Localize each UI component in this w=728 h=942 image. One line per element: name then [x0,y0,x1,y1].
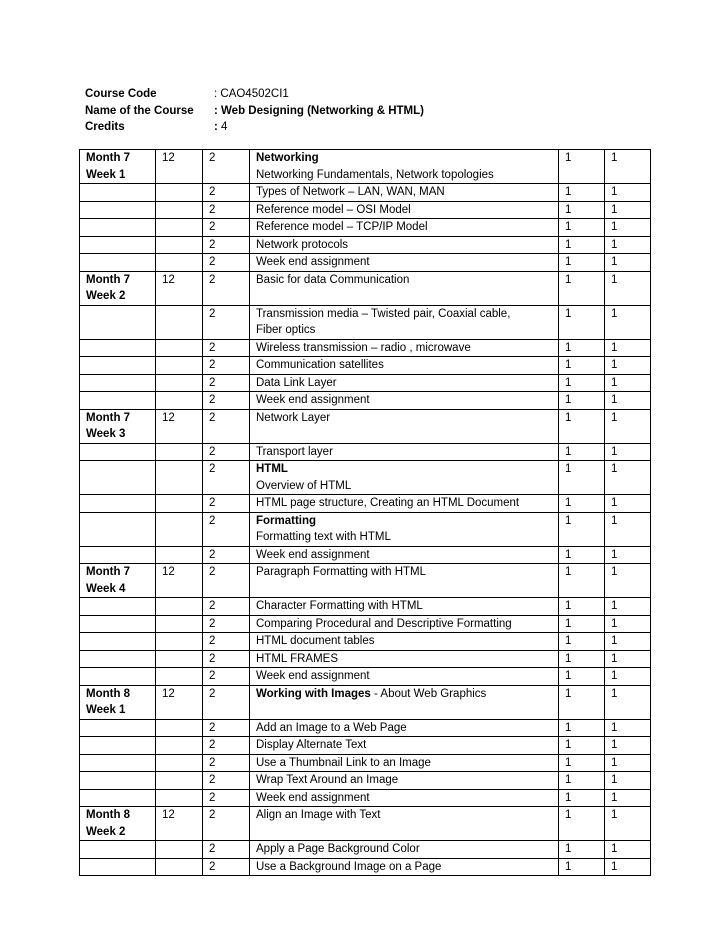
hours-cell [156,184,203,202]
value-cell: 1 [605,650,651,668]
hours-cell [156,668,203,686]
topic-cell [250,254,559,272]
topic-line: Character Formatting with HTML [256,600,423,612]
topic-cell [250,598,559,616]
topic-cell [250,219,559,237]
topic-cell [250,495,559,513]
topic-cell [250,737,559,755]
periods-cell: 2 [203,772,250,790]
topic-line: Use a Thumbnail Link to an Image [256,756,431,769]
topic-cell [250,150,559,184]
topic-line: Transmission media – Twisted pair, Coaxial cable, [256,307,511,320]
credits-row [85,119,424,136]
course-name-label: Name of the Course [85,104,194,117]
value-cell: 1 [559,339,605,357]
value-cell: 1 [559,184,605,202]
table-row [80,858,651,876]
week-cell [80,789,156,807]
table-row [80,201,651,219]
topic-line: Week end assignment [256,256,370,268]
topic-line: Wrap Text Around an Image [256,774,399,786]
periods-cell: 2 [203,409,250,443]
hours-cell [156,392,203,410]
value-cell: 1 [559,615,605,633]
value-cell: 1 [605,807,651,841]
hours-cell [156,737,203,755]
table-row [80,254,651,272]
topic-cell [250,409,559,443]
topic-cell [250,564,559,598]
topic-cell [250,789,559,807]
topic-line: Align an Image with Text [256,809,381,821]
value-cell: 1 [605,754,651,772]
topic-line: Formatting [256,514,317,527]
periods-cell: 2 [203,305,250,339]
value-cell: 1 [605,841,651,859]
value-cell: 1 [559,858,605,876]
periods-cell: 2 [203,339,250,357]
value-cell: 1 [559,807,605,841]
credits-label: Credits [85,121,125,133]
week-cell [80,841,156,859]
topic-line: Formatting text with HTML [256,531,391,543]
periods-cell: 2 [203,719,250,737]
value-cell: 1 [559,650,605,668]
value-cell: 1 [605,461,651,495]
topic-line: Week end assignment [256,394,370,406]
table-row [80,495,651,513]
table-row [80,392,651,410]
hours-cell [156,512,203,546]
topic-cell [250,443,559,461]
value-cell: 1 [559,564,605,598]
week-cell [80,546,156,564]
hours-cell [156,495,203,513]
table-row [80,374,651,392]
topic-cell [250,236,559,254]
table-row [80,339,651,357]
topic-cell [250,374,559,392]
hours-cell [156,374,203,392]
value-cell: 1 [605,685,651,719]
value-cell: 1 [605,564,651,598]
course-name-value: : Web Designing (Networking & HTML) [214,104,424,117]
table-row [80,598,651,616]
value-cell: 1 [559,201,605,219]
periods-cell: 2 [203,737,250,755]
periods-cell: 2 [203,254,250,272]
hours-cell [156,719,203,737]
topic-line: Reference model – OSI Model [256,203,411,216]
credits-value: : 4 [214,121,228,133]
table-row [80,271,651,305]
periods-cell: 2 [203,807,250,841]
week-cell [80,615,156,633]
topic-line: Working with Images - About Web Graphics [256,687,487,700]
topic-cell [250,461,559,495]
table-row [80,719,651,737]
schedule-body [80,150,651,876]
hours-cell [156,339,203,357]
value-cell: 1 [605,271,651,305]
periods-cell: 2 [203,219,250,237]
topic-cell [250,392,559,410]
table-row [80,789,651,807]
value-cell: 1 [559,841,605,859]
hours-cell [156,650,203,668]
periods-cell: 2 [203,650,250,668]
value-cell: 1 [605,409,651,443]
topic-cell [250,719,559,737]
value-cell: 1 [605,598,651,616]
table-row [80,409,651,443]
table-row [80,512,651,546]
topic-cell [250,650,559,668]
value-cell: 1 [605,236,651,254]
topic-cell [250,685,559,719]
topic-cell [250,633,559,651]
periods-cell: 2 [203,150,250,184]
week-cell [80,754,156,772]
value-cell: 1 [559,789,605,807]
value-cell: 1 [559,512,605,546]
topic-line: Networking Fundamentals, Network topologies [256,168,494,181]
topic-line: Display Alternate Text [256,739,367,751]
value-cell: 1 [559,443,605,461]
topic-line: Reference model – TCP/IP Model [256,221,428,233]
topic-cell [250,271,559,305]
table-row [80,184,651,202]
value-cell: 1 [605,339,651,357]
topic-cell [250,305,559,339]
value-cell: 1 [559,737,605,755]
value-cell: 1 [559,219,605,237]
topic-line: Networking [256,152,319,164]
periods-cell: 2 [203,546,250,564]
value-cell: 1 [605,737,651,755]
hours-cell [156,254,203,272]
table-row [80,841,651,859]
week-cell [80,772,156,790]
value-cell: 1 [559,374,605,392]
hours-cell: 12 [156,409,203,443]
value-cell: 1 [605,443,651,461]
value-cell: 1 [559,461,605,495]
hours-cell [156,772,203,790]
table-row [80,443,651,461]
value-cell: 1 [559,271,605,305]
periods-cell: 2 [203,461,250,495]
topic-line: HTML FRAMES [256,652,338,665]
periods-cell: 2 [203,789,250,807]
table-row [80,685,651,719]
periods-cell: 2 [203,184,250,202]
value-cell: 1 [605,357,651,375]
week-cell [80,392,156,410]
value-cell: 1 [559,668,605,686]
value-cell: 1 [605,201,651,219]
week-cell: Month 8 Week 1 [80,685,156,719]
table-row [80,305,651,339]
table-row [80,219,651,237]
table-row [80,772,651,790]
periods-cell: 2 [203,598,250,616]
topic-cell [250,546,559,564]
hours-cell [156,305,203,339]
week-cell [80,737,156,755]
hours-cell: 12 [156,807,203,841]
week-cell: Month 7 Week 2 [80,271,156,305]
week-cell [80,374,156,392]
topic-line: Week end assignment [256,791,370,804]
value-cell: 1 [559,546,605,564]
topic-line: Apply a Page Background Color [256,843,420,855]
hours-cell [156,546,203,564]
topic-line: Add an Image to a Web Page [256,721,407,734]
value-cell: 1 [559,305,605,339]
value-cell: 1 [559,633,605,651]
table-row [80,615,651,633]
week-cell [80,668,156,686]
topic-cell [250,512,559,546]
value-cell: 1 [605,495,651,513]
table-row [80,357,651,375]
topic-line: Week end assignment [256,548,370,561]
week-cell [80,443,156,461]
value-cell: 1 [605,392,651,410]
periods-cell: 2 [203,271,250,305]
week-cell [80,305,156,339]
hours-cell [156,201,203,219]
hours-cell [156,754,203,772]
value-cell: 1 [559,357,605,375]
periods-cell: 2 [203,615,250,633]
topic-cell [250,201,559,219]
value-cell: 1 [605,668,651,686]
topic-cell [250,357,559,375]
topic-cell [250,858,559,876]
periods-cell: 2 [203,564,250,598]
topic-cell [250,339,559,357]
hours-cell [156,858,203,876]
value-cell: 1 [605,772,651,790]
week-cell [80,512,156,546]
value-cell: 1 [605,615,651,633]
week-cell [80,184,156,202]
week-cell: Month 8 Week 2 [80,807,156,841]
topic-line: Overview of HTML [256,479,352,492]
hours-cell [156,633,203,651]
topic-line: HTML page structure, Creating an HTML Document [256,497,520,509]
value-cell: 1 [559,495,605,513]
week-cell [80,236,156,254]
periods-cell: 2 [203,841,250,859]
topic-line: HTML [256,463,288,475]
value-cell: 1 [559,409,605,443]
value-cell: 1 [605,219,651,237]
value-cell: 1 [559,719,605,737]
periods-cell: 2 [203,633,250,651]
topic-line: Week end assignment [256,670,370,682]
value-cell: 1 [605,789,651,807]
periods-cell: 2 [203,392,250,410]
week-cell [80,461,156,495]
topic-cell [250,772,559,790]
topic-line: Types of Network – LAN, WAN, MAN [256,186,445,198]
table-row [80,754,651,772]
hours-cell [156,615,203,633]
hours-cell [156,461,203,495]
table-row [80,668,651,686]
periods-cell: 2 [203,685,250,719]
hours-cell [156,236,203,254]
week-cell [80,495,156,513]
periods-cell: 2 [203,858,250,876]
topic-line: Basic for data Communication [256,273,410,286]
value-cell: 1 [605,633,651,651]
periods-cell: 2 [203,754,250,772]
table-row [80,807,651,841]
value-cell: 1 [605,150,651,184]
value-cell: 1 [559,772,605,790]
topic-cell [250,807,559,841]
schedule-table [79,149,651,876]
week-cell [80,201,156,219]
week-cell [80,357,156,375]
week-cell: Month 7 Week 4 [80,564,156,598]
hours-cell [156,357,203,375]
course-code-label: Course Code [85,88,157,100]
value-cell: 1 [559,392,605,410]
topic-line: Network Layer [256,411,331,424]
topic-line: Data Link Layer [256,376,337,389]
week-cell [80,719,156,737]
topic-line: Transport layer [256,445,333,458]
topic-line: Wireless transmission – radio , microwave [256,341,471,354]
value-cell: 1 [605,305,651,339]
value-cell: 1 [559,754,605,772]
periods-cell: 2 [203,374,250,392]
table-row [80,236,651,254]
value-cell: 1 [605,254,651,272]
value-cell: 1 [559,685,605,719]
hours-cell: 12 [156,150,203,184]
value-cell: 1 [559,236,605,254]
week-cell: Month 7 Week 1 [80,150,156,184]
hours-cell [156,789,203,807]
table-row [80,633,651,651]
value-cell: 1 [605,719,651,737]
table-row [80,650,651,668]
topic-cell [250,615,559,633]
hours-cell [156,219,203,237]
periods-cell: 2 [203,495,250,513]
week-cell [80,598,156,616]
week-cell [80,650,156,668]
topic-line: Comparing Procedural and Descriptive Formatting [256,617,512,630]
week-cell: Month 7 Week 3 [80,409,156,443]
topic-line: HTML document tables [256,635,375,647]
table-row [80,564,651,598]
hours-cell: 12 [156,564,203,598]
periods-cell: 2 [203,236,250,254]
value-cell: 1 [605,184,651,202]
value-cell: 1 [605,546,651,564]
week-cell [80,633,156,651]
course-code-value: : CAO4502CI1 [214,88,289,100]
periods-cell: 2 [203,668,250,686]
week-cell [80,858,156,876]
periods-cell: 2 [203,201,250,219]
hours-cell [156,598,203,616]
table-row [80,546,651,564]
week-cell [80,219,156,237]
topic-cell [250,841,559,859]
week-cell [80,254,156,272]
hours-cell: 12 [156,685,203,719]
periods-cell: 2 [203,443,250,461]
value-cell: 1 [559,150,605,184]
value-cell: 1 [605,512,651,546]
table-row [80,150,651,184]
topic-line: Communication satellites [256,359,384,371]
value-cell: 1 [605,858,651,876]
topic-line: Network protocols [256,238,349,251]
value-cell: 1 [559,254,605,272]
table-row [80,737,651,755]
hours-cell [156,841,203,859]
table-row [80,461,651,495]
topic-line: Paragraph Formatting with HTML [256,566,427,578]
value-cell: 1 [605,374,651,392]
course-code-row [85,86,424,103]
value-cell: 1 [559,598,605,616]
periods-cell: 2 [203,512,250,546]
hours-cell [156,443,203,461]
topic-cell [250,754,559,772]
topic-line: Fiber optics [256,324,316,336]
week-cell [80,339,156,357]
topic-cell [250,668,559,686]
periods-cell: 2 [203,357,250,375]
topic-line: Use a Background Image on a Page [256,860,442,873]
course-info [85,86,424,136]
hours-cell: 12 [156,271,203,305]
course-name-row [85,103,424,120]
topic-cell [250,184,559,202]
